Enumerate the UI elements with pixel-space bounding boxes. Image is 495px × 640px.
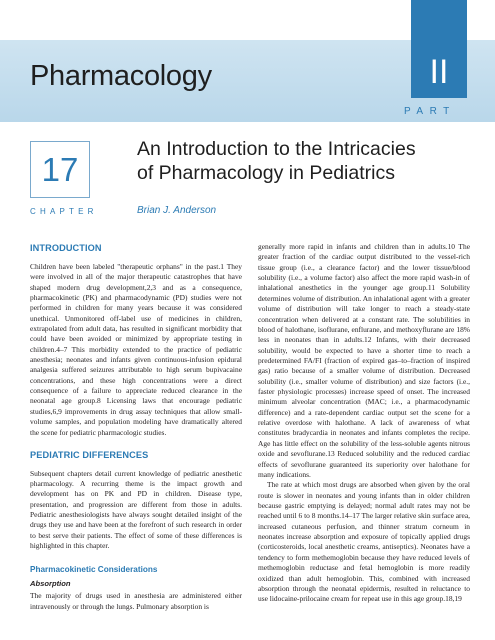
subsection-heading-pk: Pharmacokinetic Considerations	[30, 564, 158, 574]
right-column	[258, 242, 470, 605]
introduction-paragraph: Children have been labeled "therapeutic orphans" in the past.1 They were involved in all of the major therapeutic catastrophes that have shaped modern drug development,2,3 and as a consequence, pharmacokinetic (PK) and pharmacodynamic (PD) studies were not performed in children for many years because it was considered unethical. Unmonitored off-label use of medicines in children, extrapolated from adult data, has resulted in significant morbidity that could have been avoided or minimized by appropriate testing in children.4–7 This morbidity extended to the practice of pediatric anesthesia; neonates and infants given continuous-infusion epidural analgesia suffered seizures attributable to high serum bupivacaine concentrations, and these high concentrations were a direct consequence of a failure to appreciate reduced clearance in the neonatal age group.8 Licensing laws that encourage pediatric studies,6,9 improvements in drug assay techniques that allow small-volume samples, and population modeling have dramatically altered the scene for pediatric pharmacologic studies.	[30, 261, 242, 437]
left-column	[30, 242, 242, 612]
subsubsection-heading-absorption: Absorption	[30, 578, 71, 588]
section-heading-introduction: INTRODUCTION	[30, 243, 102, 253]
absorption-paragraph-continued: generally more rapid in infants and children than in adults.10 The greater fraction of the cardiac output distributed to the vessel-rich tissue group (i.e., a clearance factor) and the lower tissue/blood solubility (i.e., a volume factor) also affect the more rapid wash-in of inhalational anesthetics in the younger age group.11 Solubility determines volume of distribution. An inhalational agent with a greater volume of distribution will take longer to reach a steady-state concentration when delivered at a constant rate. The solubilities in blood of halothane, isoflurane, enflurane, and methoxyflurane are 18% less in neonates than in adults.12 Infants, with their decreased solubility, would be expected to have a shorter time to reach a predetermined FA/FI (fraction of expired gas–to–fraction of inspired gas) ratio because of a smaller volume of distribution. Decreased solubility (i.e., smaller volume of distribution) and size factors (i.e., faster physiologic processes) increase speed of onset. The increased minimum alveolar concentration (MAC; i.e., a pharmacodynamic difference) and a rate-dependent cardiac output set the scene for a relative overdose with halothane. A lack of awareness of what constitutes bradycardia in neonates and infants completes the recipe. Age has little effect on the solubility of the less-soluble agents nitrous oxide and sevoflurane.13 Reduced solubility and the reduced cardiac effects of sevoflurane guaranteed its superiority over halothane for many indications.	[258, 242, 470, 479]
chapter-title	[137, 138, 467, 186]
part-label: PART	[404, 106, 456, 117]
chapter-number-box: 17	[30, 141, 90, 198]
part-number-box: II	[411, 0, 467, 98]
section-heading-pediatric-differences: PEDIATRIC DIFFERENCES	[30, 449, 149, 460]
chapter-label: CHAPTER	[30, 207, 98, 216]
pediatric-differences-paragraph: Subsequent chapters detail current knowledge of pediatric anesthetic pharmacology. A recurring theme is the impact growth and development has on PK and PD in children. Disease type, presentation, and progression are different from those in adults. Pediatric anesthesiologists have always sought detailed insight of the drugs they use and have been at the forefront of such research in order to best serve their patients. The effect of some of these differences is highlighted in this chapter.	[30, 468, 242, 551]
chapter-author: Brian J. Anderson	[137, 205, 217, 216]
chapter-title-line-1: An Introduction to the Intricacies	[137, 138, 416, 160]
absorption-paragraph-start: The majority of drugs used in anesthesia are administered either intravenously or through the lungs. Pulmonary absorption is	[30, 591, 242, 611]
chapter-title-line-2: of Pharmacology in Pediatrics	[137, 161, 395, 184]
part-title: Pharmacology	[30, 60, 212, 92]
oral-absorption-paragraph: The rate at which most drugs are absorbed when given by the oral route is slower in neonates and young infants than in older children because gastric emptying is delayed; normal adult rates may not be reached until 6 to 8 months.14–17 The larger relative skin surface area, increased cutaneous perfusion, and thinner stratum corneum in neonates increase absorption and exposure of topically applied drugs (corticosteroids, local anesthetic creams, antiseptics). Neonates have a tendency to form methemoglobin because they have reduced levels of methemoglobin reductase and fetal hemoglobin is more readily oxidized than adult hemoglobin. This, combined with increased absorption through the neonatal epidermis, resulted in reluctance to use lidocaine-prilocaine cream for repeat use in this age group.18,19	[258, 480, 470, 604]
